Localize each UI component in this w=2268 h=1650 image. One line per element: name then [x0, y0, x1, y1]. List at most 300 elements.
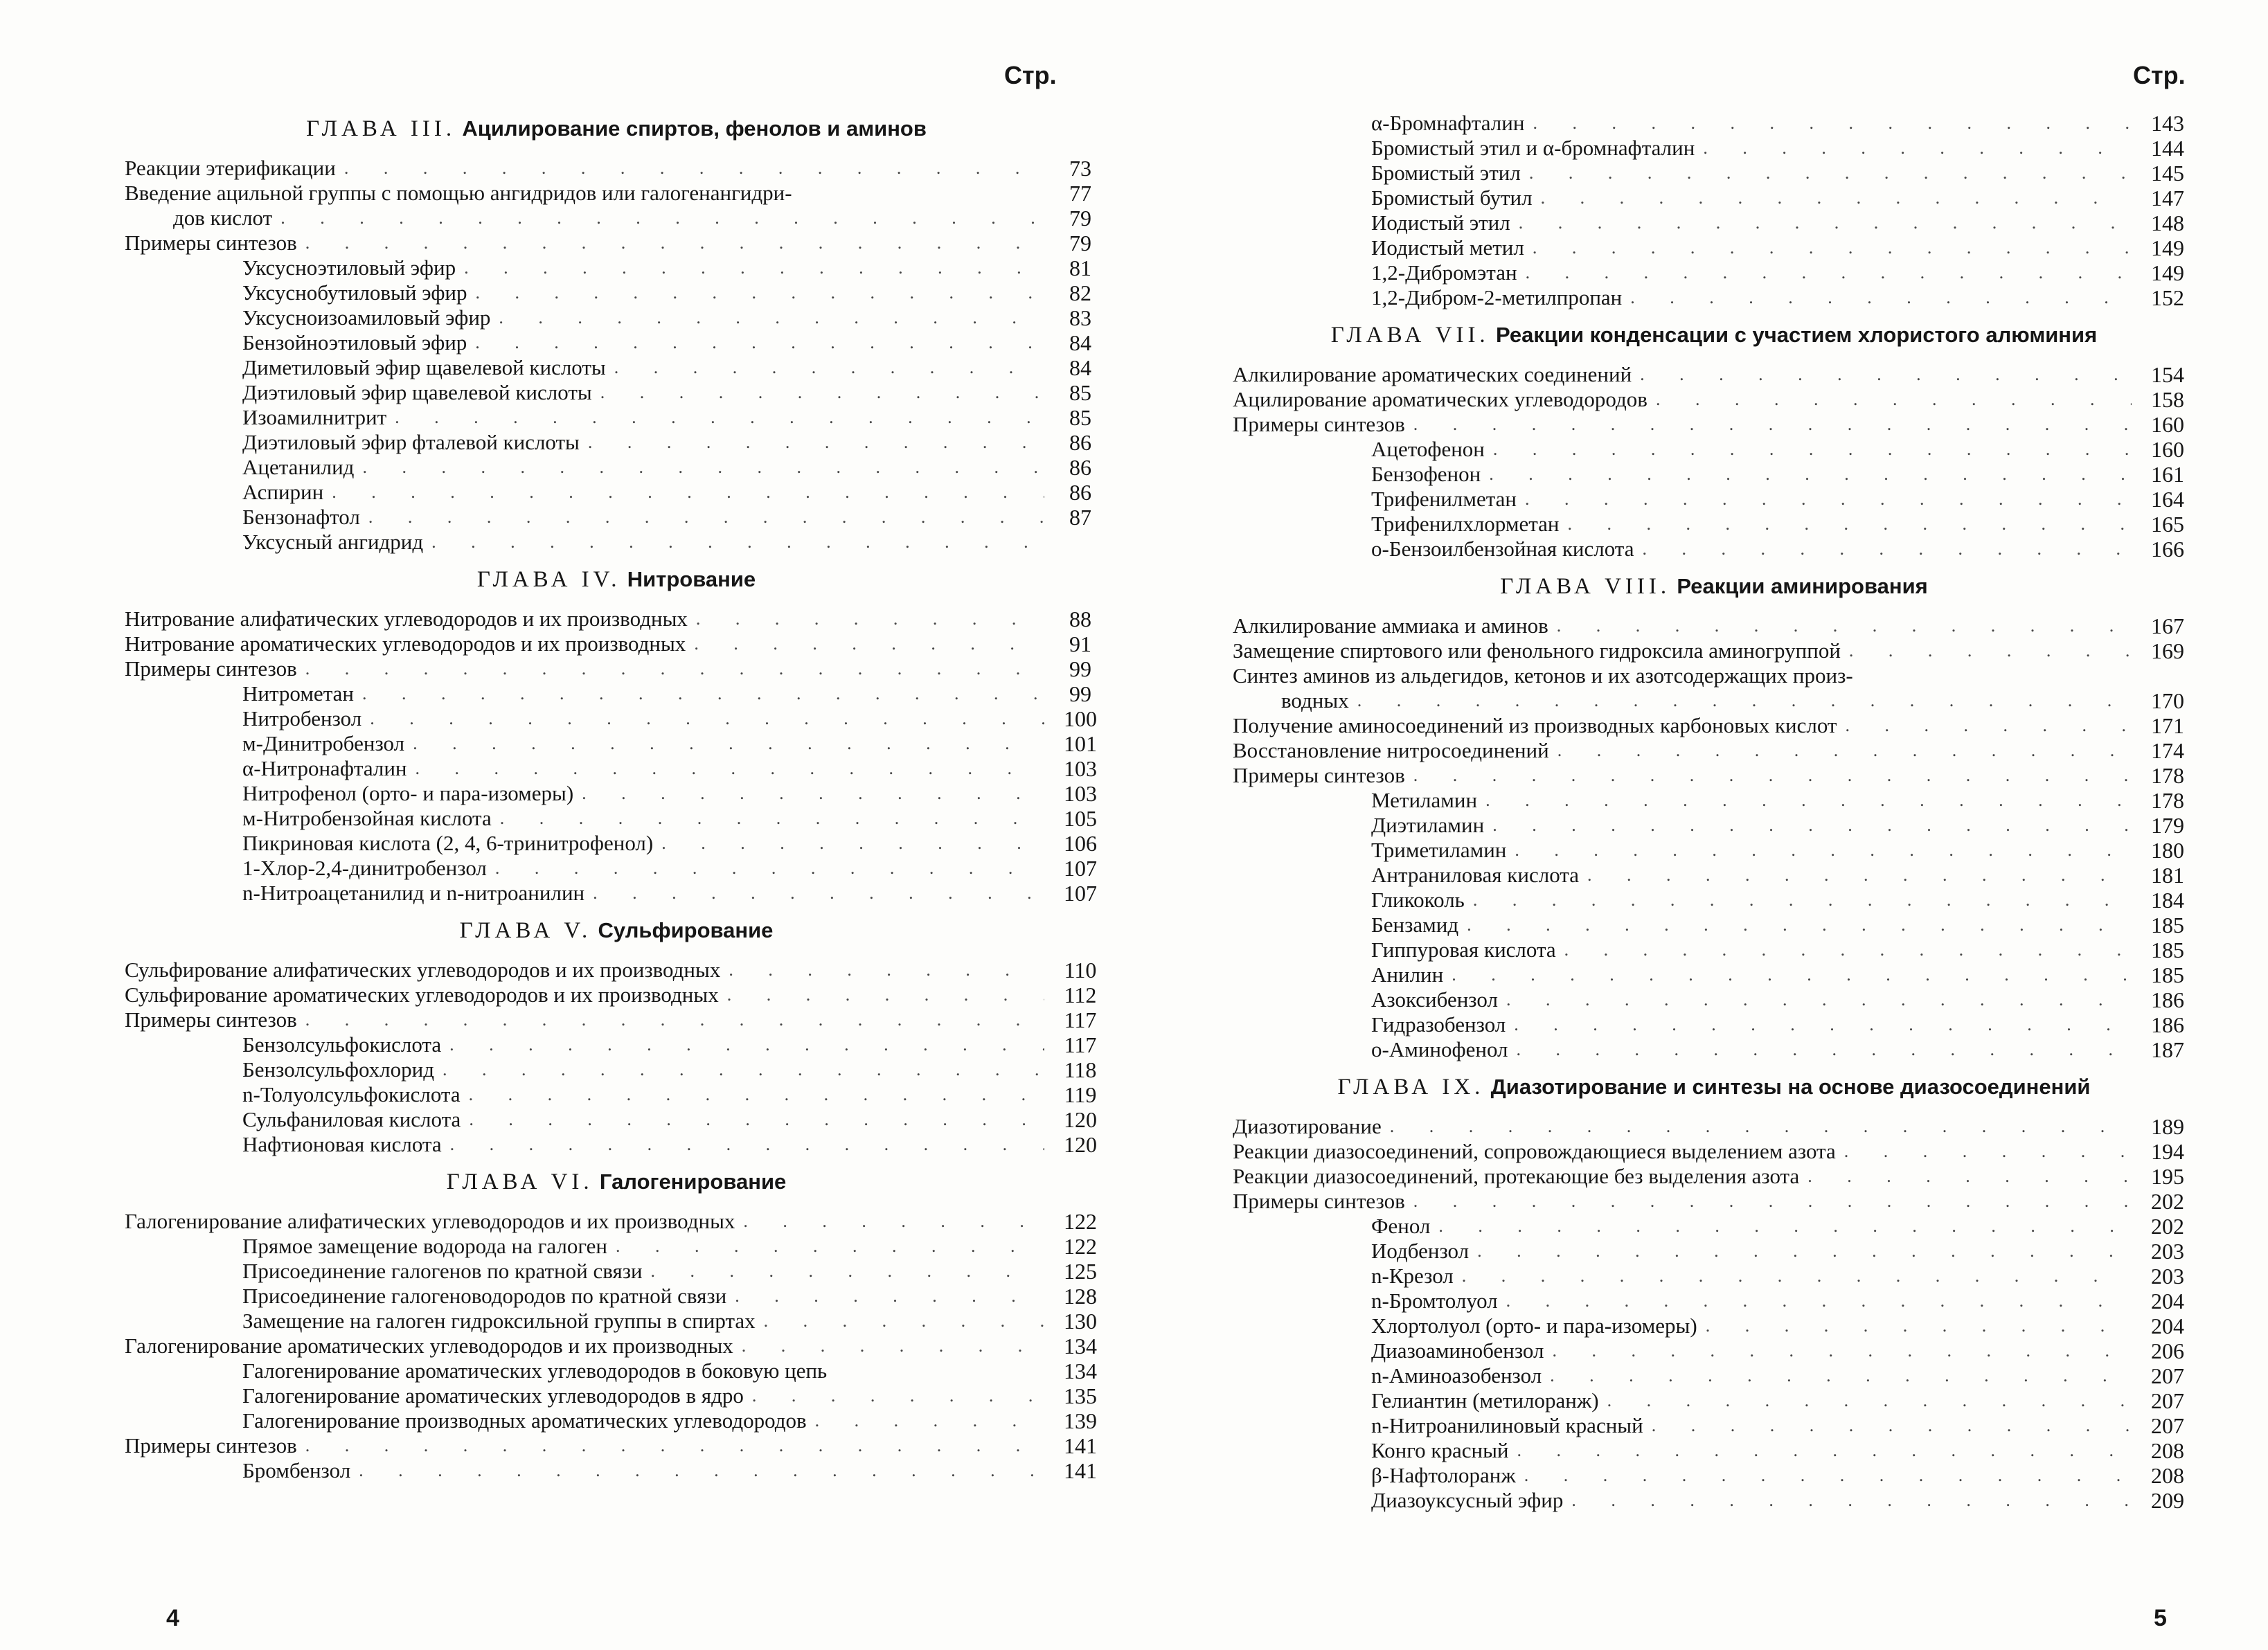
dot-leader — [651, 1259, 1044, 1284]
toc-entry — [1233, 387, 2195, 412]
toc-entry-page: 185 — [2151, 938, 2184, 962]
toc-entry-title: Примеры синтезов — [1233, 763, 1405, 787]
toc-entry-page: 122 — [1064, 1234, 1097, 1259]
dot-leader — [1533, 235, 2132, 260]
toc-entry — [1233, 1463, 2195, 1488]
toc-entry-page: 130 — [1064, 1309, 1097, 1334]
chapter-title: Реакции аминирования — [1677, 574, 1928, 598]
toc-entry-title: Уксусноэтиловый эфир — [242, 255, 456, 280]
toc-entry-page: 103 — [1064, 781, 1097, 806]
toc-entry-page: 166 — [2151, 537, 2184, 562]
dot-leader — [362, 455, 1044, 480]
toc-entry — [1233, 111, 2195, 136]
dot-leader — [1630, 285, 2132, 310]
toc-entry-page: 82 — [1069, 280, 1091, 305]
toc-entry — [125, 706, 1108, 731]
toc-entry — [1233, 462, 2195, 487]
dot-leader — [1706, 1313, 2132, 1338]
toc-entry-page: 208 — [2151, 1463, 2184, 1488]
toc-entry — [125, 1358, 1108, 1383]
dot-leader — [1557, 738, 2132, 763]
toc-entry-title: Примеры синтезов — [125, 656, 297, 681]
toc-entry-page: 118 — [1064, 1057, 1097, 1082]
chapter-number: ГЛАВА III. — [306, 116, 456, 141]
toc-entry — [1233, 1239, 2195, 1264]
toc-entry — [1233, 1388, 2195, 1413]
toc-entry — [125, 856, 1108, 881]
toc-entry — [1233, 1289, 2195, 1313]
toc-entry — [1233, 1264, 2195, 1289]
toc-entry-title: 1-Хлор-2,4-динитробензол — [242, 856, 487, 880]
toc-entry-title: α-Нитронафталин — [242, 756, 407, 780]
toc-entry-page: 81 — [1069, 255, 1091, 280]
toc-entry — [125, 255, 1108, 280]
dot-leader — [727, 983, 1044, 1007]
toc-entry-title: Примеры синтезов — [125, 231, 297, 255]
toc-entry-title: Ацетофенон — [1371, 437, 1485, 461]
toc-entry-title: n-Аминоазобензол — [1371, 1363, 1542, 1388]
toc-entry-page: 203 — [2151, 1239, 2184, 1264]
toc-entry-page: 186 — [2151, 987, 2184, 1012]
toc-entry — [125, 1132, 1108, 1157]
dot-leader — [1438, 1214, 2132, 1239]
dot-leader — [1550, 1363, 2132, 1388]
toc-entry-page: 77 — [1069, 181, 1091, 206]
toc-entry-title: Бромбензол — [242, 1458, 351, 1482]
toc-entry-title: Гликоколь — [1371, 888, 1465, 912]
dot-leader — [1807, 1164, 2132, 1189]
toc-entry — [125, 1107, 1108, 1132]
toc-entry-title: Метиламин — [1371, 788, 1478, 812]
toc-entry-page: 73 — [1069, 156, 1091, 181]
toc-entry-title: Пикриновая кислота (2, 4, 6-тринитрофенол) — [242, 831, 654, 855]
toc-entry-page: 185 — [2151, 913, 2184, 938]
toc-entry — [1233, 161, 2195, 186]
toc-entry — [125, 1334, 1108, 1358]
toc-entry-page: 160 — [2151, 412, 2184, 437]
page-column-label: Стр. — [2133, 61, 2186, 89]
toc-entry-title: Галогенирование ароматических углеводородов в ядро — [242, 1383, 744, 1408]
toc-entry-title: Диэтиловый эфир фталевой кислоты — [242, 430, 580, 454]
dot-leader — [1519, 210, 2132, 235]
dot-leader — [694, 631, 1044, 656]
toc-entry-page: 122 — [1064, 1209, 1097, 1234]
toc-entry-page: 149 — [2151, 235, 2184, 260]
toc-entry-page: 86 — [1069, 430, 1091, 455]
toc-entry-title: м-Нитробензойная кислота — [242, 806, 492, 830]
toc-entry-page: 106 — [1064, 831, 1097, 856]
toc-entry — [1233, 362, 2195, 387]
toc-entry — [1233, 512, 2195, 537]
dot-leader — [332, 480, 1044, 505]
toc-entry-page: 144 — [2151, 136, 2184, 161]
toc-entry-title: Замещение спиртового или фенольного гидроксила аминогруппой — [1233, 638, 1841, 663]
chapter-number: ГЛАВА V. — [459, 918, 592, 943]
toc-entry — [125, 455, 1108, 480]
toc-entry-page: 103 — [1064, 756, 1097, 781]
toc-entry — [125, 1408, 1108, 1433]
dot-leader — [280, 206, 1044, 231]
toc-entry-title: Диэтиламин — [1371, 813, 1485, 837]
toc-entry — [1233, 1313, 2195, 1338]
toc-entry — [1233, 663, 2195, 688]
toc-entry-title: Бензолсульфокислота — [242, 1032, 442, 1057]
toc-entry-title: дов кислот — [173, 206, 273, 230]
toc-entry — [1233, 913, 2195, 938]
dot-leader — [1845, 713, 2132, 738]
dot-leader — [614, 355, 1044, 380]
toc-entry-title: Реакции диазосоединений, протекающие без выделения азота — [1233, 1164, 1800, 1188]
toc-entry-title: Замещение на галоген гидроксильной группы в спиртах — [242, 1309, 756, 1333]
toc-entry-page: 85 — [1069, 380, 1091, 405]
dot-leader — [431, 530, 1044, 555]
chapter-heading — [125, 1169, 1108, 1195]
toc-entry-page: 189 — [2151, 1114, 2184, 1139]
toc-entry-page: 110 — [1064, 958, 1097, 983]
toc-entry — [125, 1082, 1108, 1107]
toc-entry-page: 139 — [1064, 1408, 1097, 1433]
dot-leader — [1515, 838, 2132, 863]
dot-leader — [1568, 512, 2132, 537]
toc-entry — [125, 1309, 1108, 1334]
toc-entry-page: 178 — [2151, 788, 2184, 813]
toc-entry-page: 204 — [2151, 1313, 2184, 1338]
toc-entry — [1233, 987, 2195, 1012]
toc-entry-title: Присоединение галогеноводородов по кратной связи — [242, 1284, 727, 1308]
toc-entry-page: 100 — [1064, 706, 1097, 731]
toc-entry-page: 141 — [1064, 1458, 1097, 1483]
dot-leader — [1640, 362, 2132, 387]
dot-leader — [370, 706, 1044, 731]
dot-leader — [1413, 412, 2132, 437]
dot-leader — [1467, 913, 2132, 938]
left-page — [125, 0, 1108, 1650]
toc-entry-title: Алкилирование аммиака и аминов — [1233, 613, 1548, 638]
toc-entry-page: 209 — [2151, 1488, 2184, 1513]
toc-entry-page: 125 — [1064, 1259, 1097, 1284]
toc-entry-page: 120 — [1064, 1107, 1097, 1132]
toc-entry-title: Нитрофенол (орто- и пара-изомеры) — [242, 781, 574, 805]
dot-leader — [305, 1433, 1044, 1458]
toc-entry-page: 86 — [1069, 455, 1091, 480]
toc-entry-page: 154 — [2151, 362, 2184, 387]
dot-leader — [344, 156, 1044, 181]
toc-entry — [1233, 838, 2195, 863]
toc-entry-page: 86 — [1069, 480, 1091, 505]
toc-entry-title: Примеры синтезов — [1233, 412, 1405, 436]
toc-entry-title: Иодистый этил — [1371, 210, 1510, 235]
toc-entry — [125, 1007, 1108, 1032]
toc-entry — [125, 681, 1108, 706]
toc-entry — [1233, 1114, 2195, 1139]
table-of-contents — [125, 104, 1108, 1483]
toc-entry-title: Триметиламин — [1371, 838, 1507, 862]
dot-leader — [368, 505, 1044, 530]
toc-entry-title: Бензофенон — [1371, 462, 1481, 486]
toc-entry-title: Галогенирование производных ароматических углеводородов — [242, 1408, 807, 1433]
toc-entry-page: 207 — [2151, 1363, 2184, 1388]
toc-entry-page: 194 — [2151, 1139, 2184, 1164]
toc-entry-title: Прямое замещение водорода на галоген — [242, 1234, 608, 1258]
toc-entry-title: Диазотирование — [1233, 1114, 1382, 1138]
dot-leader — [743, 1209, 1044, 1234]
toc-entry — [125, 181, 1108, 206]
toc-entry — [125, 530, 1108, 555]
toc-entry-title: Изоамилнитрит — [242, 405, 387, 429]
toc-entry-page: 143 — [2151, 111, 2184, 136]
toc-entry-page: 181 — [2151, 863, 2184, 888]
toc-entry-title: Бромистый этил и α-бромнафталин — [1371, 136, 1695, 160]
toc-entry-page: 107 — [1064, 856, 1097, 881]
toc-entry-title: Хлортолуол (орто- и пара-изомеры) — [1371, 1313, 1697, 1338]
dot-leader — [443, 1057, 1044, 1082]
toc-entry-page: 91 — [1069, 631, 1091, 656]
dot-leader — [1844, 1139, 2132, 1164]
toc-entry-title: n-Нитроацетанилид и n-нитроанилин — [242, 881, 585, 905]
page-number: 4 — [166, 1605, 179, 1631]
dot-leader — [661, 831, 1044, 856]
toc-entry-title: β-Нафтолоранж — [1371, 1463, 1516, 1487]
toc-entry — [125, 1057, 1108, 1082]
toc-entry — [1233, 1338, 2195, 1363]
toc-entry — [1233, 938, 2195, 962]
dot-leader — [1514, 1012, 2132, 1037]
toc-entry-page: 165 — [2151, 512, 2184, 537]
toc-entry — [1233, 235, 2195, 260]
toc-entry — [125, 1032, 1108, 1057]
dot-leader — [1533, 111, 2132, 136]
toc-entry-page: 180 — [2151, 838, 2184, 863]
toc-entry-title: Сульфирование алифатических углеводородов и их производных — [125, 958, 721, 982]
toc-entry-title: Анилин — [1371, 962, 1444, 987]
toc-entry-title: Бромистый этил — [1371, 161, 1521, 185]
dot-leader — [593, 881, 1044, 906]
toc-entry-page: 107 — [1064, 881, 1097, 906]
toc-entry-page: 187 — [2151, 1037, 2184, 1062]
dot-leader — [582, 781, 1044, 806]
dot-leader — [1506, 987, 2132, 1012]
chapter-heading — [1233, 574, 2195, 600]
toc-entry-title: Реакции этерификации — [125, 156, 336, 180]
toc-entry — [1233, 1189, 2195, 1214]
chapter-title: Нитрование — [627, 567, 756, 591]
toc-entry-title: Гиппуровая кислота — [1371, 938, 1556, 962]
chapter-number: ГЛАВА VII. — [1330, 323, 1490, 348]
toc-entry-page: 83 — [1069, 305, 1091, 330]
toc-entry — [125, 156, 1108, 181]
toc-entry-page: 99 — [1069, 656, 1091, 681]
toc-entry-page: 202 — [2151, 1189, 2184, 1214]
dot-leader — [305, 656, 1044, 681]
toc-entry-page: 134 — [1064, 1358, 1097, 1383]
toc-entry — [125, 305, 1108, 330]
toc-entry-title: Иодистый метил — [1371, 235, 1524, 260]
toc-entry-title: Присоединение галогенов по кратной связи — [242, 1259, 643, 1283]
toc-entry — [125, 231, 1108, 255]
dot-leader — [616, 1234, 1044, 1259]
dot-leader — [1517, 1438, 2132, 1463]
dot-leader — [1552, 1338, 2132, 1363]
toc-entry-title: Алкилирование ароматических соединений — [1233, 362, 1632, 386]
toc-entry — [125, 206, 1108, 231]
toc-entry — [1233, 437, 2195, 462]
dot-leader — [1413, 763, 2132, 788]
toc-entry-title: Галогенирование ароматических углеводородов в боковую цепь — [242, 1358, 828, 1383]
toc-entry-title: водных — [1281, 688, 1349, 712]
toc-entry-page: 141 — [1064, 1433, 1097, 1458]
toc-entry-page: 171 — [2151, 713, 2184, 738]
toc-entry-title: n-Крезол — [1371, 1264, 1454, 1288]
toc-entry — [125, 607, 1108, 631]
toc-entry-page: 147 — [2151, 186, 2184, 210]
toc-entry-page: 134 — [1064, 1334, 1097, 1358]
dot-leader — [476, 280, 1044, 305]
table-of-contents — [1233, 111, 2195, 1513]
toc-entry-title: Уксусный ангидрид — [242, 530, 424, 554]
dot-leader — [395, 405, 1044, 430]
toc-entry-page: 206 — [2151, 1338, 2184, 1363]
dot-leader — [305, 1007, 1044, 1032]
toc-entry — [125, 881, 1108, 906]
dot-leader — [1529, 161, 2132, 186]
toc-entry-title: Примеры синтезов — [125, 1007, 297, 1032]
toc-entry — [1233, 1363, 2195, 1388]
toc-entry-page: 79 — [1069, 231, 1091, 255]
chapter-title: Реакции конденсации с участием хлористого алюминия — [1495, 323, 2098, 347]
toc-entry-page: 174 — [2151, 738, 2184, 763]
toc-entry-title: Сульфирование ароматических углеводородов и их производных — [125, 983, 719, 1007]
dot-leader — [1492, 813, 2132, 838]
toc-entry-title: Примеры синтезов — [1233, 1189, 1405, 1213]
chapter-number: ГЛАВА IX. — [1337, 1075, 1485, 1100]
toc-entry-page: 148 — [2151, 210, 2184, 235]
toc-entry — [1233, 1413, 2195, 1438]
toc-entry — [125, 983, 1108, 1007]
toc-entry — [125, 505, 1108, 530]
toc-entry-title: 1,2-Дибром-2-метилпропан — [1371, 285, 1623, 310]
toc-entry-page: 178 — [2151, 763, 2184, 788]
toc-entry — [125, 631, 1108, 656]
toc-entry-title: Диазоуксусный эфир — [1371, 1488, 1564, 1512]
toc-entry-title: Бензонафтол — [242, 505, 360, 529]
toc-entry — [125, 1234, 1108, 1259]
toc-entry — [125, 806, 1108, 831]
dot-leader — [1703, 136, 2132, 161]
toc-entry-title: 1,2-Дибромэтан — [1371, 260, 1517, 285]
toc-entry-title: Диметиловый эфир щавелевой кислоты — [242, 355, 606, 379]
toc-entry-title: Бензолсульфохлорид — [242, 1057, 435, 1082]
toc-entry — [1233, 136, 2195, 161]
toc-entry — [125, 405, 1108, 430]
toc-entry-title: Антраниловая кислота — [1371, 863, 1579, 887]
toc-entry-page: 87 — [1069, 505, 1091, 530]
toc-entry — [1233, 537, 2195, 562]
toc-entry-page: 158 — [2151, 387, 2184, 412]
toc-entry-title: Введение ацильной группы с помощью ангидридов или галогенангидри- — [125, 181, 792, 205]
toc-entry-title: Гелиантин (метилоранж) — [1371, 1388, 1599, 1413]
toc-entry — [1233, 613, 2195, 638]
toc-entry-title: Получение аминосоединений из производных карбоновых кислот — [1233, 713, 1837, 737]
dot-leader — [752, 1383, 1044, 1408]
dot-leader — [469, 1107, 1044, 1132]
toc-entry — [125, 430, 1108, 455]
toc-entry-page: 101 — [1064, 731, 1097, 756]
chapter-heading — [125, 918, 1108, 944]
toc-entry — [125, 781, 1108, 806]
dot-leader — [600, 380, 1044, 405]
toc-entry — [1233, 1164, 2195, 1189]
toc-entry-page: 164 — [2151, 487, 2184, 512]
toc-entry — [125, 1284, 1108, 1309]
toc-entry — [125, 731, 1108, 756]
toc-entry-page: 170 — [2151, 688, 2184, 713]
dot-leader — [469, 1082, 1044, 1107]
toc-entry — [1233, 713, 2195, 738]
toc-entry-page: 79 — [1069, 206, 1091, 231]
dot-leader — [1485, 788, 2132, 813]
toc-entry-page: 145 — [2151, 161, 2184, 186]
toc-entry-title: о-Бензоилбензойная кислота — [1371, 537, 1634, 561]
dot-leader — [416, 756, 1044, 781]
toc-entry-page: 167 — [2151, 613, 2184, 638]
toc-entry-title: Уксуснобутиловый эфир — [242, 280, 467, 305]
chapter-title: Галогенирование — [599, 1169, 787, 1194]
dot-leader — [742, 1334, 1044, 1358]
toc-entry — [1233, 412, 2195, 437]
dot-leader — [1541, 186, 2132, 210]
dot-leader — [450, 1132, 1044, 1157]
toc-entry — [1233, 788, 2195, 813]
dot-leader — [1462, 1264, 2132, 1289]
toc-entry-title: Нитрование ароматических углеводородов и их производных — [125, 631, 686, 656]
toc-entry — [1233, 487, 2195, 512]
dot-leader — [1557, 613, 2132, 638]
toc-entry-title: Ацетанилид — [242, 455, 355, 479]
toc-entry-title: Аспирин — [242, 480, 324, 504]
dot-leader — [475, 330, 1044, 355]
toc-entry-page: 105 — [1064, 806, 1097, 831]
toc-entry — [125, 656, 1108, 681]
toc-entry — [1233, 688, 2195, 713]
toc-entry — [1233, 863, 2195, 888]
page-column-label: Стр. — [1004, 61, 1057, 89]
toc-entry — [1233, 210, 2195, 235]
toc-entry-page: 128 — [1064, 1284, 1097, 1309]
toc-entry — [1233, 186, 2195, 210]
toc-entry — [1233, 285, 2195, 310]
toc-entry — [1233, 1438, 2195, 1463]
toc-entry-title: Бензойноэтиловый эфир — [242, 330, 467, 355]
toc-entry — [125, 958, 1108, 983]
toc-entry-page: 120 — [1064, 1132, 1097, 1157]
chapter-heading — [125, 116, 1108, 142]
dot-leader — [449, 1032, 1044, 1057]
chapter-number: ГЛАВА VIII. — [1500, 574, 1671, 599]
toc-entry — [125, 380, 1108, 405]
chapter-number: ГЛАВА IV. — [476, 567, 621, 592]
dot-leader — [1564, 938, 2132, 962]
dot-leader — [495, 856, 1044, 881]
chapter-heading — [125, 567, 1108, 593]
toc-entry — [1233, 1488, 2195, 1513]
chapter-number: ГЛАВА VI. — [446, 1169, 593, 1194]
dot-leader — [1526, 260, 2132, 285]
toc-entry-title: Уксусноизоамиловый эфир — [242, 305, 491, 330]
dot-leader — [1587, 863, 2132, 888]
toc-entry — [1233, 1139, 2195, 1164]
right-page — [1233, 0, 2195, 1650]
dot-leader — [1656, 387, 2132, 412]
